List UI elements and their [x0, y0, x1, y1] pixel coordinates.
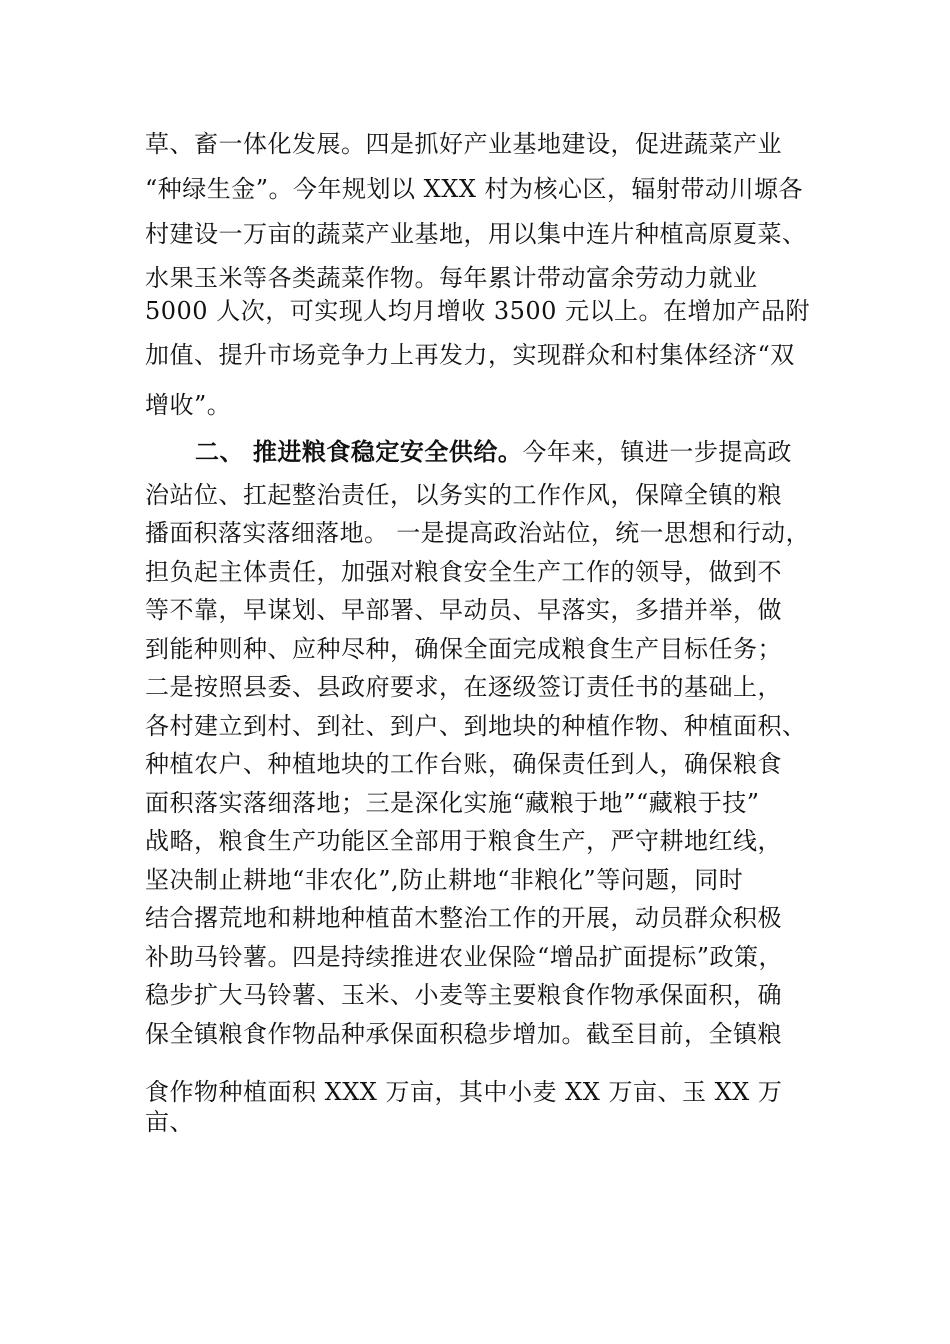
paragraph-line: 保全镇粮食作物品种承保面积稳步增加。截至目前，全镇粮	[145, 1020, 782, 1048]
paragraph-line: 5000 人次，可实现人均月增收 3500 元以上。在增加产品附	[145, 297, 811, 325]
paragraph-line: 各村建立到村、到社、到户、到地块的种植作物、种植面积、	[145, 712, 807, 740]
paragraph-line: 坚决制止耕地“非农化”,防止耕地“非粮化”等问题，同时	[145, 866, 744, 894]
paragraph-line: 战略，粮食生产功能区全部用于粮食生产，严守耕地红线，	[145, 827, 782, 855]
paragraph-line: 结合撂荒地和耕地种植苗木整治工作的开展，动员群众积极	[145, 904, 782, 932]
paragraph-line: 村建设一万亩的蔬菜产业基地，用以集中连片种植高原夏菜、	[145, 220, 807, 248]
paragraph-line: 播面积落实落细落地。 一是提高政治站位，统一思想和行动，	[145, 519, 810, 547]
paragraph-line: 到能种则种、应种尽种，确保全面完成粮食生产目标任务；	[145, 635, 782, 663]
paragraph-line: 草、畜一体化发展。四是抓好产业基地建设，促进蔬菜产业	[145, 130, 782, 158]
paragraph-line: 稳步扩大马铃薯、玉米、小麦等主要粮食作物承保面积，确	[145, 981, 782, 1009]
section-heading-line	[195, 437, 860, 467]
section-heading: 二、 推进粮食稳定安全供给。	[195, 438, 523, 466]
paragraph-line: 二是按照县委、县政府要求，在逐级签订责任书的基础上，	[145, 673, 782, 701]
paragraph-line: 水果玉米等各类蔬菜作物。每年累计带动富余劳动力就业	[145, 264, 758, 292]
paragraph-line: 加值、提升市场竞争力上再发力，实现群众和村集体经济“双	[145, 341, 795, 369]
paragraph-line: 补助马铃薯。四是持续推进农业保险“增品扩面提标”政策，	[145, 943, 784, 971]
paragraph-line: 面积落实落细落地；三是深化实施“藏粮于地”“藏粮于技”	[145, 789, 760, 817]
paragraph-line: “种绿生金”。今年规划以 XXX 村为核心区，辐射带动川塬各	[145, 175, 804, 203]
heading-line-text: 今年来，镇进一步提高政	[522, 438, 792, 466]
paragraph-line: 种植农户、种植地块的工作台账，确保责任到人，确保粮食	[145, 750, 782, 778]
paragraph-line: 等不靠，早谋划、早部署、早动员、早落实，多措并举，做	[145, 596, 782, 624]
paragraph-line: 担负起主体责任，加强对粮食安全生产工作的领导，做到不	[145, 558, 782, 586]
paragraph-line: 增收”。	[145, 391, 232, 419]
paragraph-line: 食作物种植面积 XXX 万亩，其中小麦 XX 万亩、玉 XX 万	[145, 1078, 783, 1106]
paragraph-line: 治站位、扛起整治责任，以务实的工作作风，保障全镇的粮	[145, 481, 782, 509]
paragraph-line: 亩、	[145, 1108, 194, 1136]
